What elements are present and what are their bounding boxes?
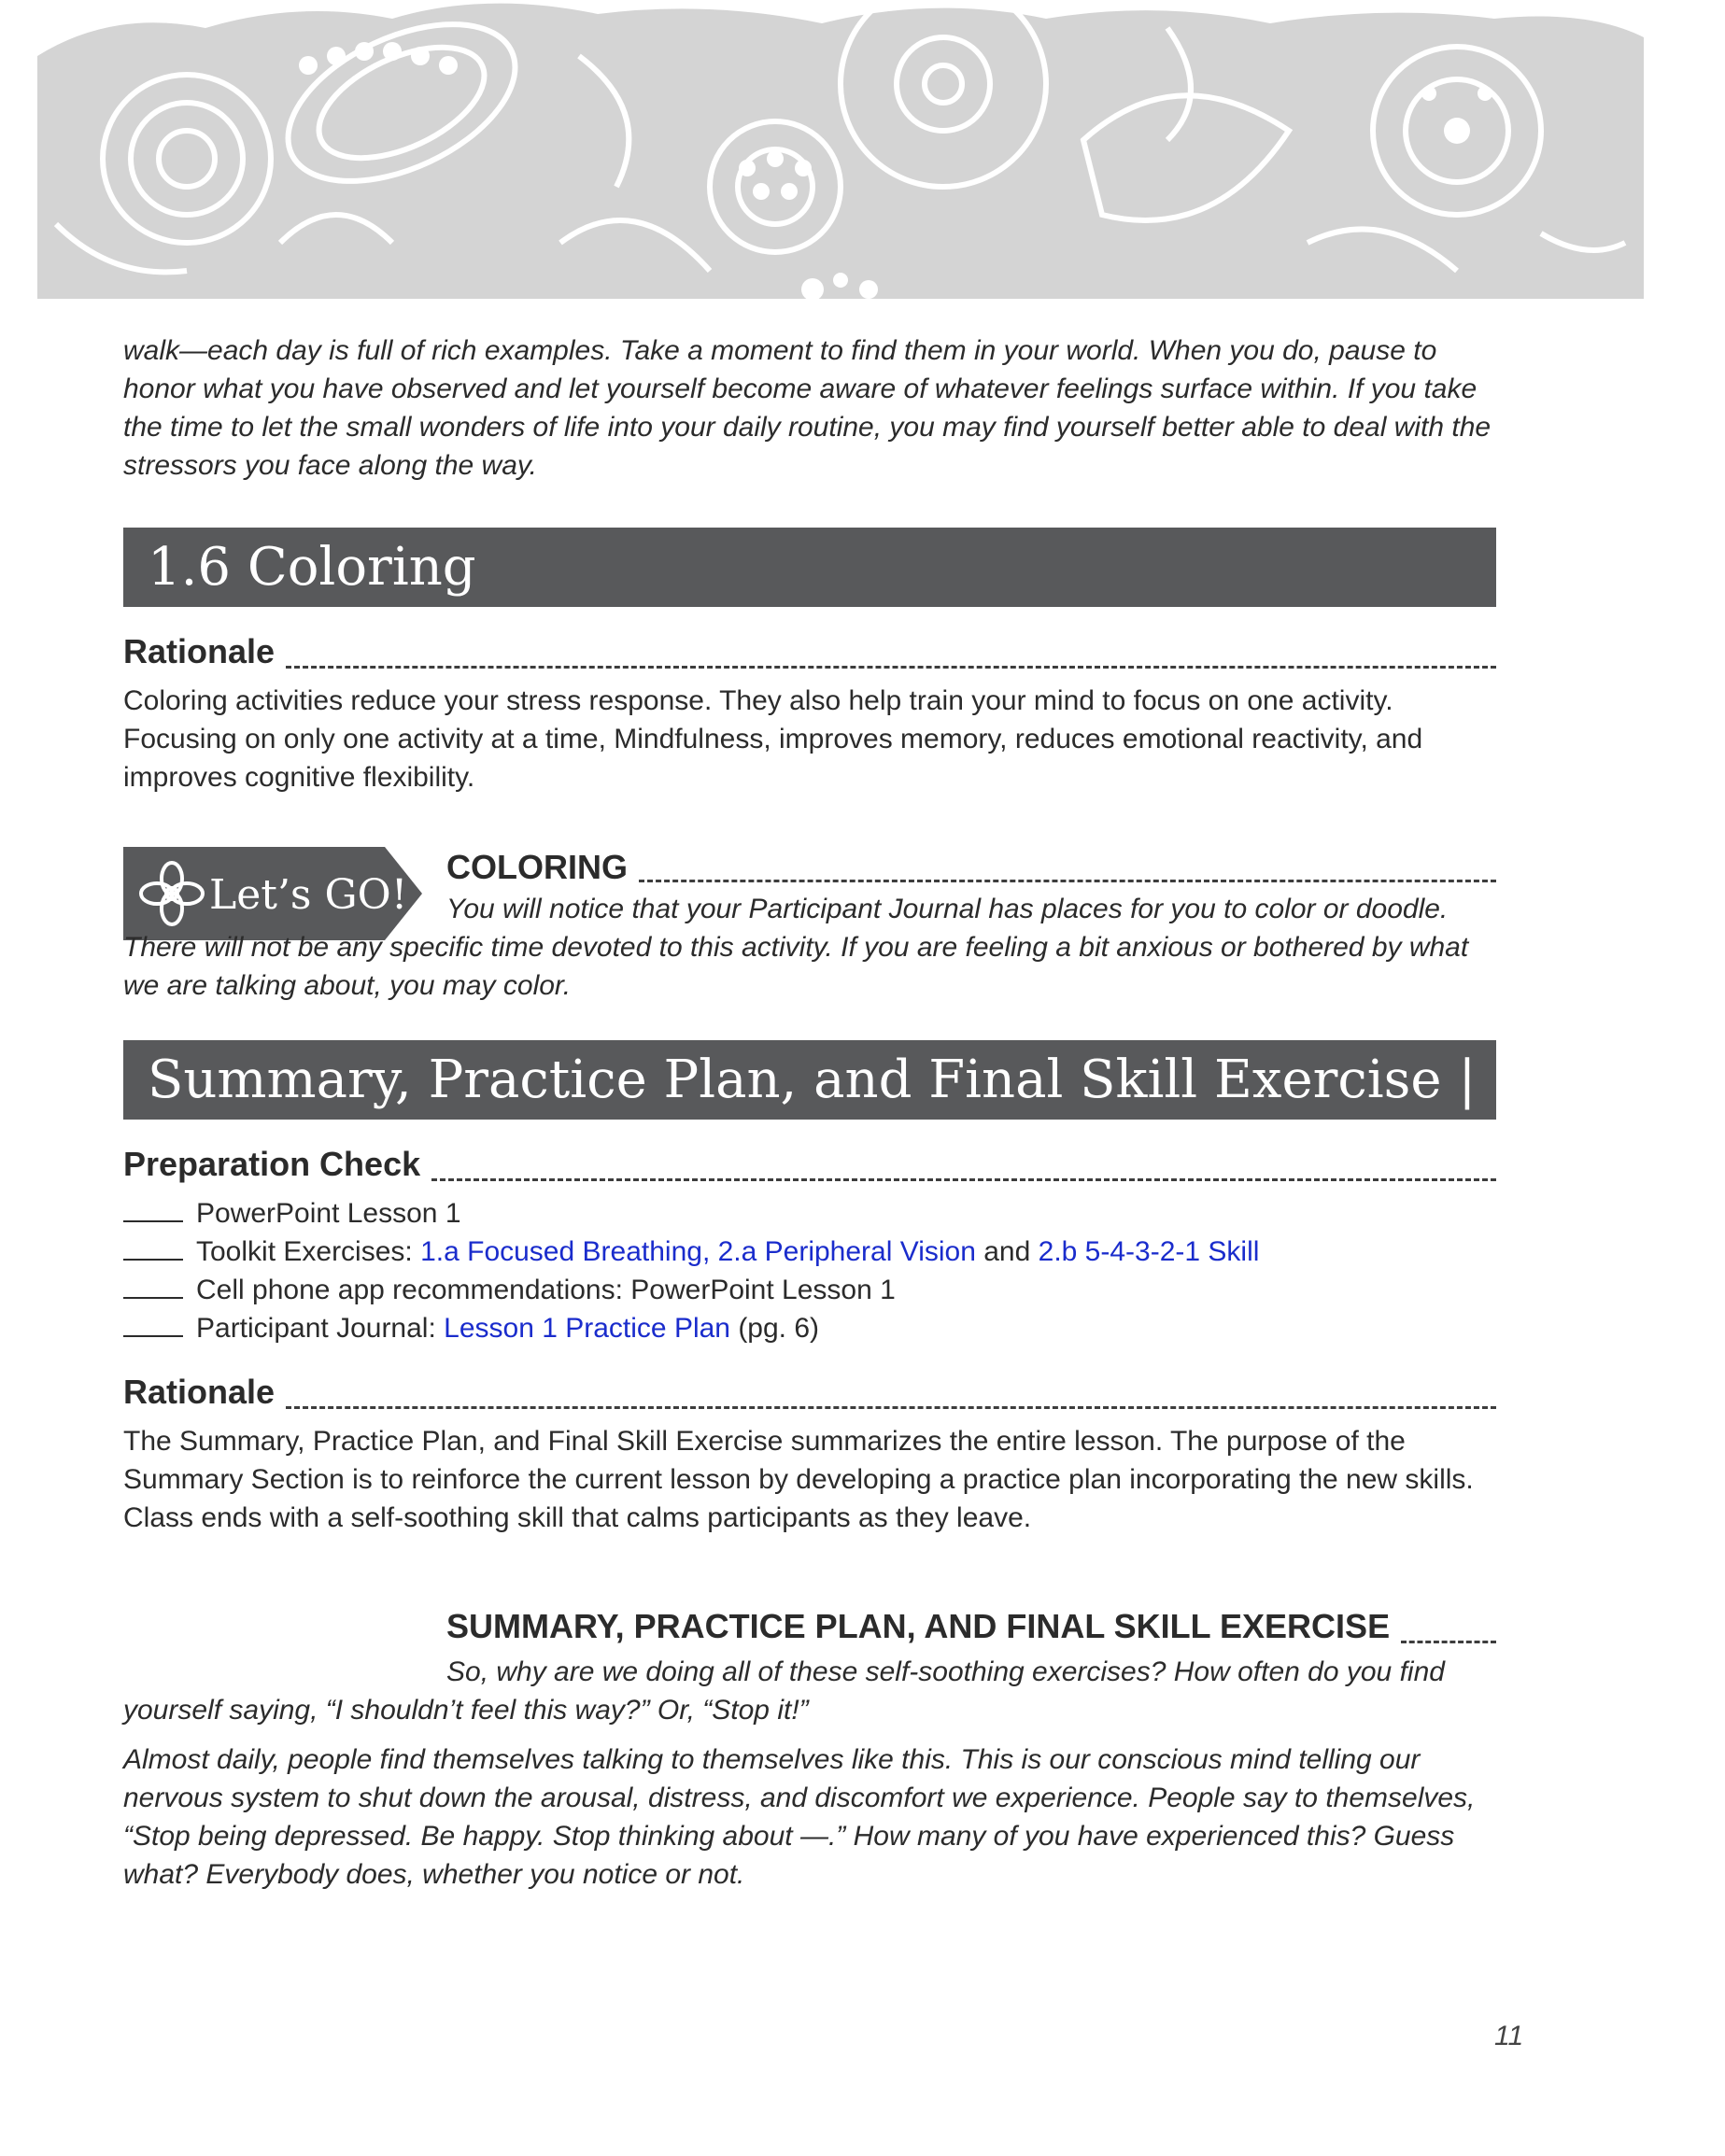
- toolkit-exercises-link[interactable]: 1.a Focused Breathing, 2.a Peripheral Vision: [420, 1236, 976, 1267]
- preparation-heading-row: [123, 1140, 1496, 1183]
- checklist-item: [123, 1233, 1496, 1271]
- lets-go-badge: [123, 847, 422, 940]
- check-blank: [123, 1313, 183, 1337]
- check-blank: [123, 1198, 183, 1222]
- checklist-item: [123, 1271, 1496, 1309]
- dashed-rule: [286, 666, 1496, 669]
- summary-paragraph-2: Almost daily, people find themselves talking to themselves like this. This is our conscious mind telling our nervous system to shut down the arousal, distress, and discomfort we experience. People say to themselves, “Stop being depressed. Be happy. Stop thinking about —.” How many of you have experienced this? Guess what? Everybody does, whether you notice or not.: [123, 1744, 1476, 1890]
- rationale-heading-row: [123, 1368, 1496, 1411]
- checklist-item: [123, 1194, 1496, 1233]
- checklist-item-text: Cell phone app recommendations: PowerPoint Lesson 1: [196, 1275, 896, 1305]
- section-title: Summary, Practice Plan, and Final Skill Exercise: [148, 1050, 1442, 1110]
- checklist-item-text: Participant Journal:: [196, 1313, 445, 1344]
- activity-coloring: [123, 841, 1496, 1005]
- activity-title-row: [446, 841, 1496, 886]
- section-duration: 10 minutes: [1492, 1056, 1725, 1104]
- preparation-heading: Preparation Check: [123, 1145, 421, 1183]
- activity-title: COLORING: [446, 848, 628, 886]
- skill-5-4-3-2-1-link[interactable]: 2.b 5-4-3-2-1 Skill: [1038, 1236, 1260, 1267]
- checklist-item-text: Toolkit Exercises:: [196, 1236, 421, 1267]
- rationale-text: Coloring activities reduce your stress response. They also help train your mind to focus on one activity. Focusing on only one activity at a time, Mindfulness, improves memory, reduces emotional reactivity, and improves cognitive flexibility.: [123, 685, 1423, 793]
- checklist-item-text: PowerPoint Lesson 1: [196, 1198, 461, 1229]
- page-content: [123, 331, 1725, 1894]
- floral-banner-illustration: [0, 0, 1666, 308]
- dashed-rule: [639, 880, 1496, 882]
- rationale-heading: Rationale: [123, 1373, 276, 1411]
- activity-text: You will notice that your Participant Journal has places for you to color or doodle. There will not be any specific time devoted to this activity. If you are feeling a bit anxious or bothered by what we are talking about, you may color.: [123, 894, 1469, 1001]
- checklist-item: [123, 1309, 1496, 1347]
- check-blank: [123, 1236, 183, 1261]
- rationale-text: The Summary, Practice Plan, and Final Skill Exercise summarizes the entire lesson. The purpose of the Summary Section is to reinforce the current lesson by developing a practice plan incorporating the new skills. Class ends with a self-soothing skill that calms participants as they leave.: [123, 1426, 1474, 1533]
- summary-heading: SUMMARY, PRACTICE PLAN, AND FINAL SKILL EXERCISE: [446, 1607, 1391, 1645]
- practice-plan-link[interactable]: Lesson 1 Practice Plan: [444, 1313, 730, 1344]
- summary-paragraph-1: So, why are we doing all of these self-soothing exercises? How often do you find yourself saying, “I shouldn’t feel this way?” Or, “Stop it!”: [123, 1656, 1445, 1726]
- preparation-checklist: [123, 1194, 1496, 1347]
- checklist-item-text: (pg. 6): [729, 1313, 820, 1344]
- dashed-rule: [286, 1406, 1496, 1409]
- section-title: 1.6 Coloring: [148, 537, 476, 598]
- dashed-rule: [431, 1178, 1496, 1181]
- rationale-heading: Rationale: [123, 632, 276, 670]
- page-number: 11: [1494, 2021, 1524, 2051]
- section-title-bar-summary: [123, 1040, 1725, 1120]
- dashed-rule: [1401, 1641, 1496, 1643]
- section-title-bar-coloring: [123, 528, 1496, 607]
- checklist-item-text: and: [975, 1236, 1039, 1267]
- rationale-heading-row: [123, 627, 1496, 670]
- summary-heading-row: [446, 1602, 1496, 1645]
- badge-label: Let’s GO!: [209, 871, 408, 919]
- check-blank: [123, 1275, 183, 1299]
- intro-paragraph: walk—each day is full of rich examples. Take a moment to find them in your world. When you do, pause to honor what you have observed and let yourself become aware of whatever feelings surface within. If you take the time to let the small wonders of life into your daily routine, you may find yourself better able to deal with the stressors you face along the way.: [123, 335, 1492, 481]
- title-separator: |: [1458, 1050, 1477, 1110]
